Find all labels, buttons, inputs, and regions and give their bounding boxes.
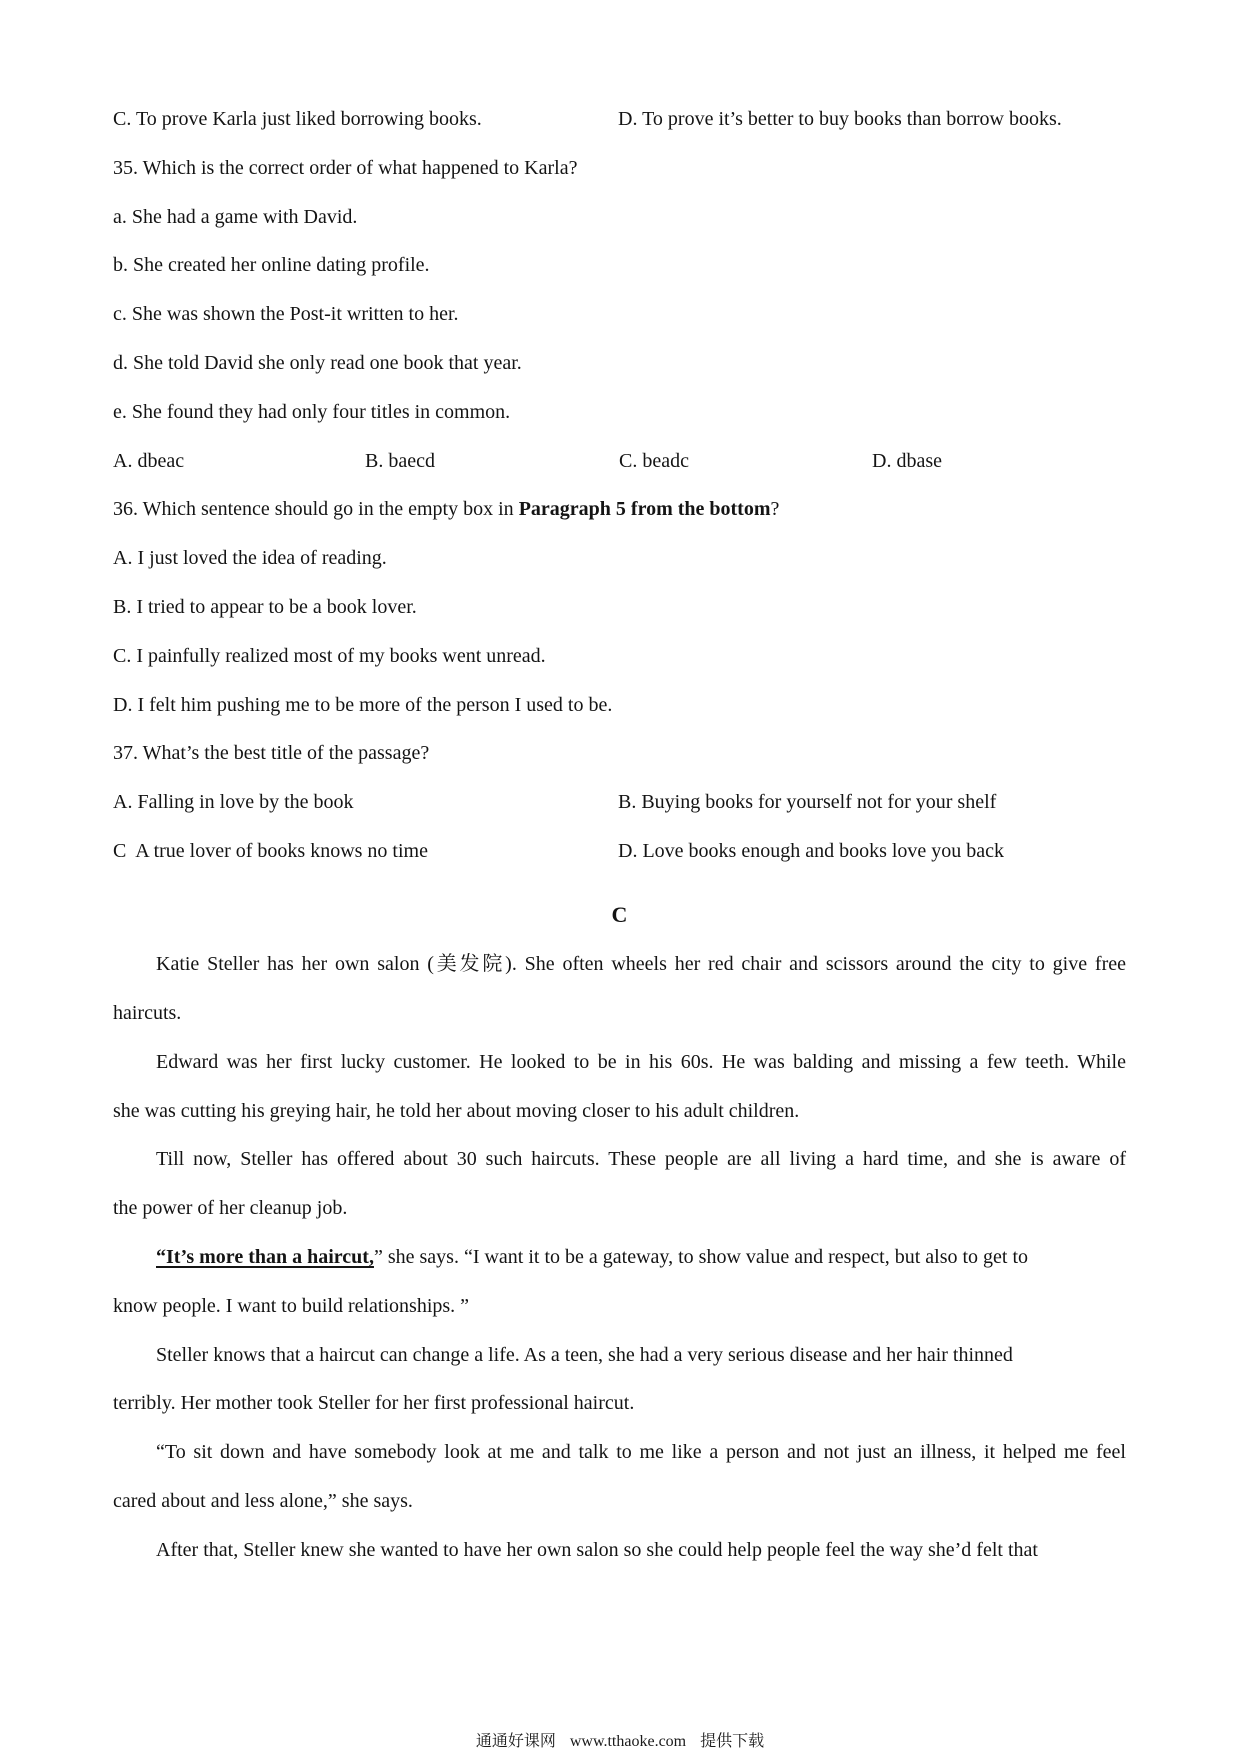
- page-content: [113, 95, 1126, 1575]
- paragraph-line: Katie Steller has her own salon (美发院). She often wheels her red chair and scissors around the city to give free: [156, 953, 1126, 976]
- q37-option-c: C A true lover of books knows no time: [113, 839, 428, 862]
- passage-paragraph: [113, 1428, 1126, 1526]
- paragraph-line: the power of her cleanup job.: [113, 1197, 348, 1220]
- q34-option-c: C. To prove Karla just liked borrowing books.: [113, 108, 482, 130]
- paragraph-line: she was cutting his greying hair, he told her about moving closer to his adult children.: [113, 1099, 800, 1122]
- passage-paragraph: [113, 1038, 1126, 1136]
- paragraph-line: terribly. Her mother took Steller for her first professional haircut.: [113, 1392, 635, 1415]
- paragraph-line: “To sit down and have somebody look at me and talk to me like a person and not just an illness, it helped me feel: [156, 1441, 1126, 1464]
- q35-event-e: e. She found they had only four titles in common.: [113, 400, 511, 423]
- paragraph-line: know people. I want to build relationships. ”: [113, 1294, 470, 1317]
- q36-stem: [113, 485, 1126, 534]
- q35-option-d: D. dbase: [872, 449, 942, 472]
- passage-paragraph: [113, 940, 1126, 1038]
- footer-note: 提供下载: [700, 1731, 765, 1750]
- q35-options-row: [113, 437, 1126, 486]
- q37-option-d: D. Love books enough and books love you back: [618, 839, 1005, 862]
- q36-stem-prefix: 36. Which sentence should go in the empty box in: [113, 498, 519, 521]
- q35-event-d: d. She told David she only read one book that year.: [113, 351, 522, 374]
- q36-option-d: D. I felt him pushing me to be more of the person I used to be.: [113, 693, 613, 716]
- q35-event-b: b. She created her online dating profile.: [113, 254, 430, 277]
- q37-options-row-1: [113, 778, 1126, 827]
- q36-option-a: A. I just loved the idea of reading.: [113, 547, 387, 570]
- q35-option-a: A. dbeac: [113, 449, 185, 472]
- q34-options-row: [113, 95, 1126, 144]
- q35-option-b: B. baecd: [365, 449, 435, 472]
- footer-site-name: 通通好课网: [475, 1731, 556, 1750]
- q35-event-c: c. She was shown the Post-it written to her.: [113, 303, 459, 326]
- q37-stem: 37. What’s the best title of the passage?: [113, 742, 430, 765]
- q35-option-c: C. beadc: [619, 449, 689, 472]
- q36-stem-bold: Paragraph 5 from the bottom: [518, 498, 771, 521]
- paragraph-line: haircuts.: [113, 1001, 182, 1024]
- footer-url: www.tthaoke.com: [569, 1733, 687, 1750]
- paragraph-line: After that, Steller knew she wanted to have her own salon so she could help people feel the way she’d felt that: [156, 1538, 1038, 1561]
- q36-option-b: B. I tried to appear to be a book lover.: [113, 595, 417, 618]
- passage-heading: C: [611, 902, 628, 928]
- q36-option-c: C. I painfully realized most of my books went unread.: [113, 644, 546, 667]
- quote-continuation: ” she says. “I want it to be a gateway, to show value and respect, but also to get to: [373, 1245, 1029, 1268]
- q37-option-b: B. Buying books for yourself not for your shelf: [618, 791, 997, 814]
- paragraph-line: Steller knows that a haircut can change a life. As a teen, she had a very serious disease and her hair thinned: [156, 1343, 1013, 1366]
- q37-options-row-2: [113, 827, 1126, 876]
- paragraph-line: cared about and less alone,” she says.: [113, 1489, 413, 1512]
- passage-paragraph: [113, 1233, 1126, 1331]
- q34-option-d: D. To prove it’s better to buy books than borrow books.: [618, 108, 1062, 130]
- paragraph-line: Edward was her first lucky customer. He looked to be in his 60s. He was balding and missing a few teeth. While: [156, 1050, 1126, 1073]
- paragraph-line: [113, 1233, 1126, 1282]
- q35-event-a: a. She had a game with David.: [113, 205, 358, 228]
- q36-stem-suffix: ?: [770, 498, 780, 521]
- passage-paragraph: [113, 1526, 1126, 1575]
- underlined-quote: “It’s more than a haircut,: [156, 1245, 374, 1268]
- passage-paragraph: [113, 1135, 1126, 1233]
- q35-stem: 35. Which is the correct order of what happened to Karla?: [113, 156, 578, 179]
- page-footer: [0, 1731, 1240, 1751]
- passage-paragraph: [113, 1331, 1126, 1429]
- q37-option-a: A. Falling in love by the book: [113, 791, 354, 814]
- paragraph-line: Till now, Steller has offered about 30 such haircuts. These people are all living a hard time, and she is aware of: [156, 1148, 1126, 1171]
